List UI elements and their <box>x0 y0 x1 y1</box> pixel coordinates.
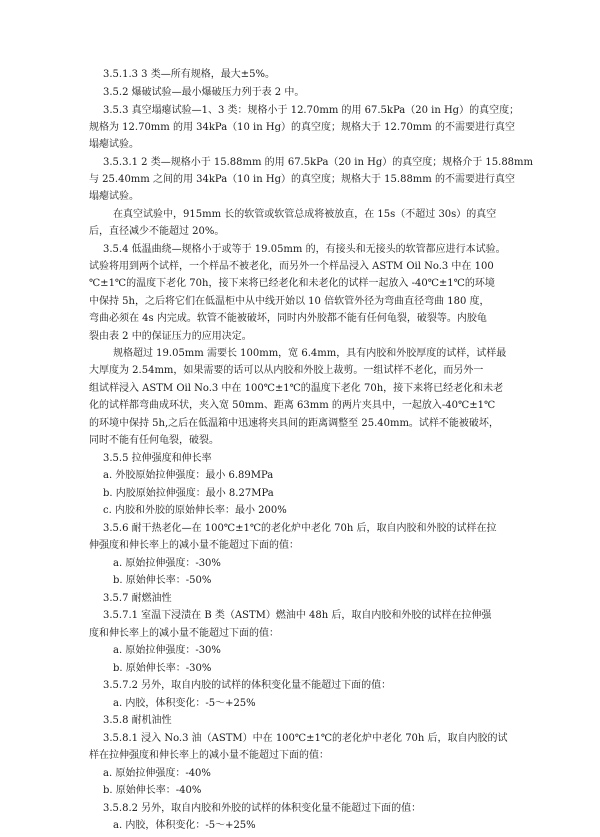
text-line: 同时不能有任何龟裂，破裂。 <box>89 435 219 446</box>
text-line: 样在拉伸强度和伸长率上的减小量不能超过下面的值： <box>89 750 329 761</box>
text-line: 塌瘪试验。 <box>89 139 139 150</box>
section-heading: 3.5.5 拉伸强度和伸长率 <box>103 453 212 464</box>
list-item: b. 原始伸长率：-50% <box>113 575 212 586</box>
list-item: c. 内胶和外胶的原始伸长率：最小 200% <box>103 505 287 516</box>
text-line: 组试样浸入 ASTM Oil No.3 中在 100℃±1℃的温度下老化 70h，接下来将已经老化和未老 <box>89 383 504 394</box>
text-line: 伸强度和伸长率上的减小量不能超过下面的值： <box>89 540 299 551</box>
text-line: 中保持 5h，之后将它们在低温柜中从中线开始以 10 倍软管外径为弯曲直径弯曲 180 度， <box>89 296 490 307</box>
text-line: 化的试样都弯曲成环状，夹入宽 50mm、距离 63mm 的两片夹具中，一起放入-40℃±1℃ <box>89 400 496 411</box>
text-line: 的环境中保持 5h,之后在低温箱中迅速将夹具间的距离调整至 25.40mm。试样不能被破坏， <box>89 418 499 429</box>
text-line: 后，直径减少不能超过 20%。 <box>89 226 225 237</box>
text-line: 规格为 12.70mm 的用 34kPa（10 in Hg）的真空度；规格大于 12.70mm 的不需要进行真空 <box>89 122 515 133</box>
list-item: b. 原始伸长率：-30% <box>113 663 212 674</box>
text-line: 试验将用到两个试样，一个样品不被老化，而另外一个样品浸入 ASTM Oil No.3 中在 100 <box>89 261 494 272</box>
text-line: 度和伸长率上的减小量不能超过下面的值： <box>89 628 279 639</box>
text-line: 3.5.2 爆破试验—最小爆破压力列于表 2 中。 <box>103 87 305 98</box>
list-item: b. 内胶原始拉伸强度：最小 8.27MPa <box>103 488 274 499</box>
text-line: 塌瘪试验。 <box>89 191 139 202</box>
text-line: ℃±1℃的温度下老化 70h，接下来将已经老化和未老化的试样一起放入 -40℃±1℃的环境 <box>89 278 495 289</box>
text-line: 弯曲必须在 4s 内完成。软管不能被破坏，同时内外胶都不能有任何龟裂，破裂等。内胶龟 <box>89 313 487 324</box>
text-line: 3.5.7.2 另外，取自内胶的试样的体积变化量不能超过下面的值： <box>103 680 392 691</box>
text-line: 3.5.4 低温曲绕—规格小于或等于 19.05mm 的，有接头和无接头的软管都应进行本试验。 <box>103 244 506 255</box>
list-item: a. 内胶，体积变化：-5～+25% <box>113 820 256 831</box>
text-line: 大厚度为 2.54mm，如果需要的话可以从内胶和外胶上裁剪。一组试样不老化，而另外一 <box>89 365 484 376</box>
text-line: 裂由表 2 中的保证压力的应用决定。 <box>89 331 252 342</box>
text-line: 3.5.8.1 浸入 No.3 油（ASTM）中在 100℃±1℃的老化炉中老化 70h 后，取自内胶的试 <box>103 733 508 744</box>
text-line: 规格超过 19.05mm 需要长 100mm，宽 6.4mm，具有内胶和外胶厚度的试样，试样最 <box>113 348 507 359</box>
list-item: a. 外胶原始拉伸强度：最小 6.89MPa <box>103 470 274 481</box>
text-line: 3.5.8.2 另外，取自内胶和外胶的试样的体积变化量不能超过下面的值： <box>103 803 422 814</box>
list-item: a. 内胶，体积变化：-5～+25% <box>113 698 256 709</box>
text-line: 与 25.40mm 之间的用 34kPa（10 in Hg）的真空度；规格大于 15.88mm 的不需要进行真空 <box>89 174 515 185</box>
list-item: a. 原始拉伸强度：-40% <box>103 768 211 779</box>
text-line: 3.5.3.1 2 类—规格小于 15.88mm 的用 67.5kPa（20 in Hg）的真空度；规格介于 15.88mm <box>103 157 534 168</box>
text-line: 3.5.1.3 3 类—所有规格，最大±5%。 <box>103 69 275 80</box>
list-item: b. 原始伸长率：-40% <box>103 785 202 796</box>
list-item: a. 原始拉伸强度：-30% <box>113 558 221 569</box>
section-heading: 3.5.7 耐燃油性 <box>103 593 172 604</box>
list-item: a. 原始拉伸强度：-30% <box>113 645 221 656</box>
text-line: 3.5.6 耐干热老化—在 100℃±1℃的老化炉中老化 70h 后，取自内胶和外胶的试样在拉 <box>103 523 497 534</box>
text-line: 3.5.7.1 室温下浸渍在 B 类（ASTM）燃油中 48h 后，取自内胶和外胶的试样在拉伸强 <box>103 610 492 621</box>
text-line: 3.5.3 真空塌瘪试验—1、3 类：规格小于 12.70mm 的用 67.5kPa（20 in Hg）的真空度； <box>103 105 520 116</box>
section-heading: 3.5.8 耐机油性 <box>103 715 172 726</box>
text-line: 在真空试验中，915mm 长的软管或软管总成将被放直，在 15s（不超过 30s）的真空 <box>113 209 497 220</box>
